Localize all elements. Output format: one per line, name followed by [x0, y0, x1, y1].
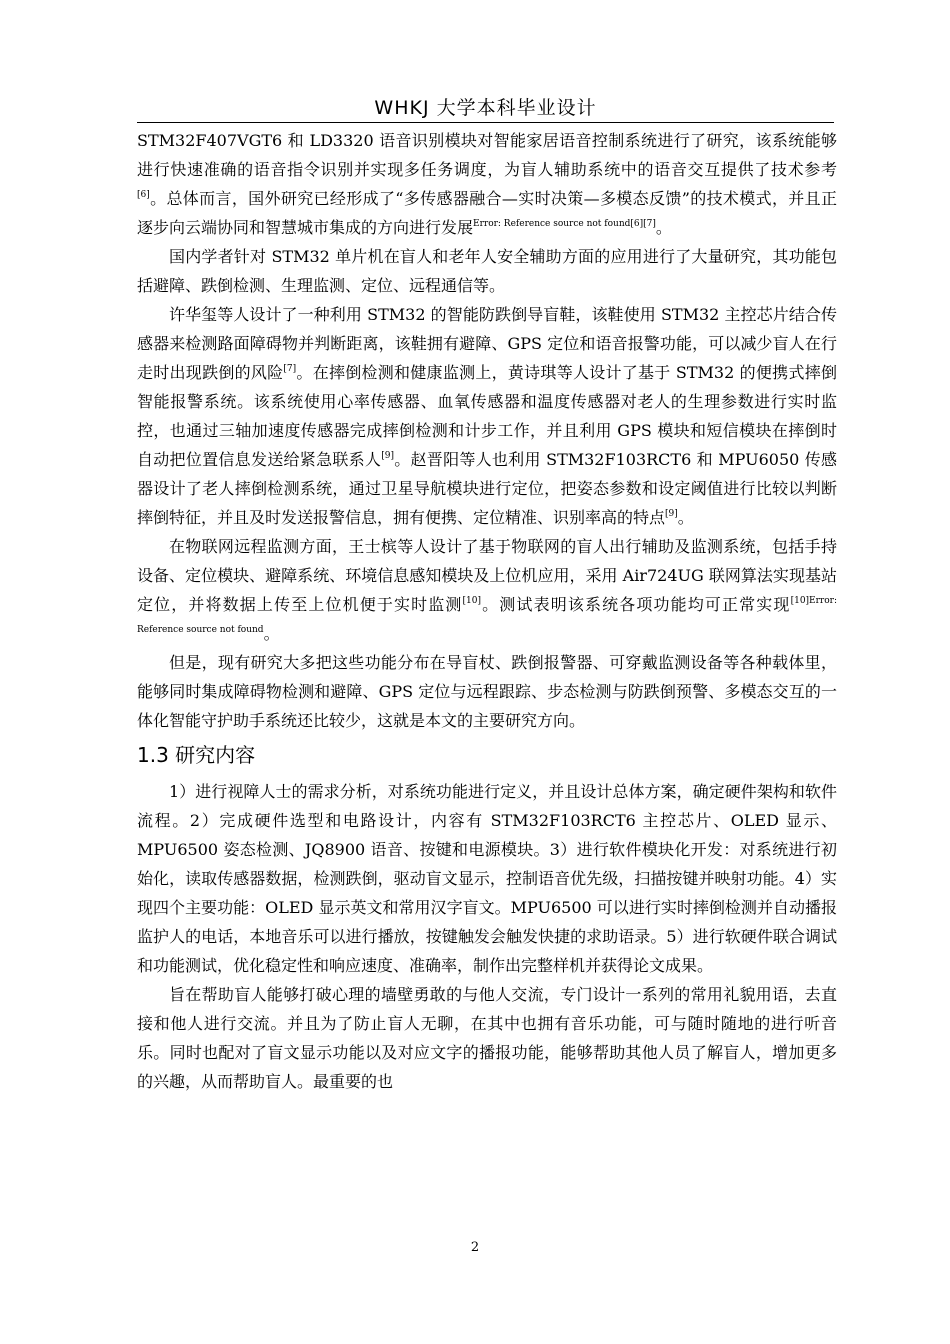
citation: [7] — [283, 364, 297, 374]
paragraph-6: 1）进行视障人士的需求分析，对系统功能进行定义，并且设计总体方案，确定硬件架构和软件流程。2）完成硬件选型和电路设计，内容有 STM32F103RCT6 主控芯片、OLED 显示、MPU6500 姿态检测、JQ8900 语音、按键和电源模块。3）进行软件模块化开发：对系统进行初始化，读取传感器数据，检测跌倒，驱动盲文显示，控制语音优先级，扫描按键并映射功能。4）实现四个主要功能：OLED 显示英文和常用汉字盲文。MPU6500 可以进行实时摔倒检测并自动播报监护人的电话，本地音乐可以进行播放，按键触发会触发快捷的求助语录。5）进行软硬件联合调试和功能测试，优化稳定性和响应速度、准确率，制作出完整样机并获得论文成果。 — [137, 782, 837, 975]
paragraph-3: 许华玺等人设计了一种利用 STM32 的智能防跌倒导盲鞋，该鞋使用 STM32 主控芯片结合传感器来检测路面障碍物并判断距离，该鞋拥有避障、GPS 定位和语音报警功能，可以减少盲人在行走时出现跌倒的风险[7]。在摔倒检测和健康监测上，黄诗琪等人设计了基于 STM32 的便携式摔倒智能报警系统。该系统使用心率传感器、血氧传感器和温度传感器对老人的生理参数进行实时监控，也通过三轴加速度传感器完成摔倒检测和计步工作，并且利用 GPS 模块和短信模块在摔倒时自动把位置信息发送给紧急联系人[9]。赵晋阳等人也利用 STM32F103RCT6 和 MPU6050 传感器设计了老人摔倒检测系统，通过卫星导航模块进行定位，把姿态参数和设定阈值进行比较以判断摔倒特征，并且及时发送报警信息，拥有便携、定位精准、识别率高的特点[9]。 — [137, 305, 837, 527]
paragraph-5: 但是，现有研究大多把这些功能分布在导盲杖、跌倒报警器、可穿戴监测设备等各种载体里，能够同时集成障碍物检测和避障、GPS 定位与远程跟踪、步态检测与防跌倒预警、多模态交互的一体化智能守护助手系统还比较少，这就是本文的主要研究方向。 — [137, 653, 837, 730]
document-body — [137, 126, 837, 1096]
header-title: WHKJ 大学本科毕业设计 — [374, 97, 597, 119]
citation: [9] — [665, 509, 678, 519]
paragraph-7: 旨在帮助盲人能够打破心理的墙壁勇敢的与他人交流，专门设计一系列的常用礼貌用语，去直接和他人进行交流。并且为了防止盲人无聊，在其中也拥有音乐功能，可与随时随地的进行听音乐。同时也配对了盲文显示功能以及对应文字的播报功能，能够帮助其他人员了解盲人，增加更多的兴趣，从而帮助盲人。最重要的也 — [137, 985, 837, 1091]
page-number: 2 — [470, 1240, 480, 1255]
citation: Error: Reference source not found[6][7] — [473, 219, 656, 229]
citation: [10] — [462, 596, 482, 606]
citation: [6] — [137, 190, 150, 200]
citation: [9] — [381, 451, 394, 461]
paragraph-4: 在物联网远程监测方面，王士槟等人设计了基于物联网的盲人出行辅助及监测系统，包括手持设备、定位模块、避障系统、环境信息感知模块及上位机应用，采用 Air724UG 联网算法实现基站定位，并将数据上传至上位机便于实时监测[10]。测试表明该系统各项功能均可正常实现$^{[10]Error: Reference source not found}$。 — [137, 537, 837, 643]
section-heading: 1.3 研究内容 — [137, 743, 256, 767]
paragraph-1: STM32F407VGT6 和 LD3320 语音识别模块对智能家居语音控制系统进行了研究，该系统能够进行快速准确的语音指令识别并实现多任务调度，为盲人辅助系统中的语音交互提供了技术参考[6]。总体而言，国外研究已经形成了“多传感器融合—实时决策—多模态反馈”的技术模式，并且正逐步向云端协同和智慧城市集成的方向进行发展$^{Error: Reference source not found[6][7]}$。 — [137, 131, 837, 237]
page-header — [137, 94, 834, 123]
citation: [10]Error: Reference source not found — [137, 596, 837, 635]
paragraph-2: 国内学者针对 STM32 单片机在盲人和老年人安全辅助方面的应用进行了大量研究，其功能包括避障、跌倒检测、生理监测、定位、远程通信等。 — [137, 247, 837, 295]
